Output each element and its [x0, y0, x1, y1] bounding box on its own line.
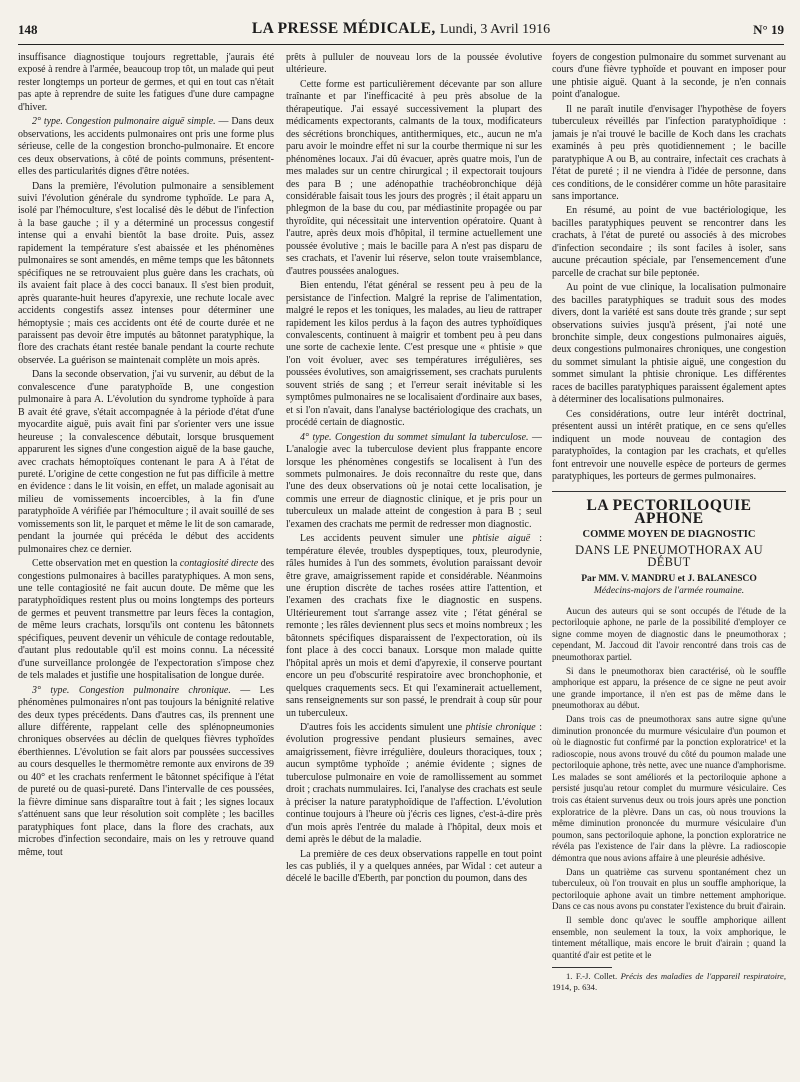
- paragraph: Il semble donc qu'avec le souffle amphorique aillent ensemble, non seulement la toux, la voix amphorique, le tintement métallique, mais encore le bruit d'airain ; quand la quantité d'air est petite et le: [552, 915, 786, 960]
- paragraph: prêts à pulluler de nouveau lors de la poussée évolutive ultérieure.: [286, 52, 542, 76]
- section-heading: 4° type. Congestion du sommet simulant la tuberculose.: [300, 431, 529, 443]
- paragraph: Les accidents peuvent simuler une phtisie aiguë : température élevée, troubles dyspeptiques, toux, pleurodynie, râles humides à l'un des sommets, évolution paraissant devoir être grave, amaigrissement rapide et considérable. Néanmoins une éruption discrète de taches rosées attire l'attention, et l'examen des crachats fixe le diagnostic en suspens. Ultérieurement tout s'arrange assez vite ; l'état général se remonte ; les râles deviennent plus secs et moins nombreux ; les bâtonnets spécifiques disparaissent de l'expectoration, où ils font place à des cocci banaux. Lorsque mon malade quitte l'hôpital après un mois et demi d'apyrexie, il conserve pourtant encore un peu d'obscurité respiratoire avec bronchophonie, et quelques craquements secs. Et qui l'examinerait actuellement, sans renseignements sur son passé, le prendrait à coup sûr pour un tuberculeux.: [286, 533, 542, 719]
- issue-number: N° 19: [753, 22, 784, 37]
- article-subtitle: COMME MOYEN DE DIAGNOSTIC: [582, 529, 756, 541]
- paragraph: D'autres fois les accidents simulent une phtisie chronique : évolution progressive pendant plusieurs semaines, avec amaigrissement, fièvre irrégulière, douleurs thoraciques, toux ; aucun symptôme typhoïde ; anémie évidente ; signes de tuberculose pulmonaire en voie de ramollissement au sommet droit ; crachats nummulaires. Ici, l'analyse des crachats est seule à préciser la nature paratyphoïdique de l'affection. L'évolution continue toujours à l'heure où j'écris ces lignes, c'est-à-dire près d'un mois après l'entrée du malade à l'hôpital, deux mois et demi après le début de la maladie.: [286, 722, 542, 846]
- section-heading: 2° type. Congestion pulmonaire aiguë simple.: [32, 116, 216, 128]
- paragraph: Dans la seconde observation, j'ai vu survenir, au début de la convalescence d'une paratyphoïde B, une congestion pulmonaire à para A. L'évolution du syndrome typhoïde à para B avait été grave, s'était accompagnée à la période d'état d'une myocardite aiguë, puis avait fini par s'orienter vers une issue heureuse ; la convalescence débutait, lorsque brusquement apparurent les signes d'une congestion aiguë de la base gauche, avec crachats hémoptoïques contenant le para A à l'état de pureté. L'origine de cette congestion ne fut pas difficile à mettre en évidence : dans le lit voisin, en effet, un malade agonisait au milieu de vomissements incoercibles, à la fin d'une paratyphoïde A vérifiée par l'hémoculture ; il avait souillé de ses vomissements son lit, le parquet et même le lit de son camarade, pendant la journée qui précéda le début des accidents pulmonaires chez ce dernier.: [18, 369, 274, 555]
- footnote-divider: [552, 967, 612, 968]
- paragraph: Il ne paraît inutile d'envisager l'hypothèse de foyers tuberculeux réveillés par l'infection paratyphoïdique : jamais je n'ai trouvé le bacille de Koch dans les crachats examinés à peu près quotidiennement ; le bacille paratyphique A ou B, au contraire, infectait ces crachats à l'état de pureté ; il ne viendra à l'idée de personne, dans ces conditions, de le considérer comme un hôte parasitaire sans importance.: [552, 103, 786, 202]
- paragraph: Au point de vue clinique, la localisation pulmonaire des bacilles paratyphiques se traduit sous des modes divers, dont la variété est sans doute très grande ; sur sept observations suivies jusqu'à présent, j'ai noté une bronchite simple, deux congestions pulmonaires aiguës, deux congestions pulmonaires chroniques, une congestion du sommet simulant la phtisie aiguë, une congestion du sommet simulant la phtisie chronique. Les différentes races de bacilles paratyphiques paraissent également aptes à déterminer des localisations pulmonaires.: [552, 282, 786, 406]
- paragraph: En résumé, au point de vue bactériologique, les bacilles paratyphiques peuvent se rencontrer dans les crachats, à l'état de pureté ou associés à des microbes d'infection secondaire ; ils sont faciles à isoler, sans aucune précaution spéciale, par l'ensemencement d'une parcelle de crachat sur bile peptonée.: [552, 205, 786, 279]
- issue-date: Lundi, 3 Avril 1916: [439, 22, 551, 37]
- paragraph: foyers de congestion pulmonaire du sommet survenant au cours d'une fièvre typhoïde et pouvant en imposer pour une phtisie aiguë. Quant à la seconde, je n'en connais point d'analogue.: [552, 52, 786, 101]
- paragraph: Dans la première, l'évolution pulmonaire a sensiblement suivi l'évolution générale du syndrome typhoïde. Le para A, isolé par l'hémoculture, s'est localisé dès le début de l'infection à la base gauche ; il y a déterminé un processus congestif intense qui a envahi bientôt la base droite. Puis, assez rapidement la température s'est abaissée et les phénomènes pulmonaires se sont amendés, en même temps que les bâtonnets spécifiques ne se retrouvaient plus guère dans les crachats, où ils avaient fait place à des cocci banaux. Il s'est bien produit, après quarante-huit heures d'apyrexie, une rechute locale avec accidents congestifs assez intenses pour déterminer une hémoptysie ; mais ces accidents ont été de courte durée et ne paraissent pas devoir être imputés au bâtonnet paratyphique, la flore des crachats étant restée banale pendant la courte rechute observée. La guérison se maintenait complète un mois après.: [18, 180, 274, 366]
- footnote: 1. F.-J. Collet. Précis des maladies de l'appareil respiratoire, 1914, p. 634.: [552, 971, 786, 993]
- article-subtitle-2: DANS LE PNEUMOTHORAX AU DÉBUT: [575, 542, 763, 570]
- paragraph: Dans trois cas de pneumothorax sans autre signe qu'une diminution prononcée du murmure vésiculaire d'un poumon et où le diagnostic fut confirmé par la ponction exploratrice¹ et la radioscopie, nous avons trouvé du côté du poumon malade une pectoriloquie aphone, très nette, avec une nuance d'amphorisme. Les malades se sont améliorés et la pectoriloquie aphone a persisté jusqu'au retour complet du murmure vésiculaire. Ces trois cas étaient survenus deux ou trois jours après une ponction exploratrice de la plèvre. Dans un cas, où nous trouvions la même diminution prononcée du murmure vésiculaire d'un poumon, sans pectoriloquie aphone, la ponction exploratrice ne révéla pas l'existence de l'air dans la plèvre. La radioscopie démontra que nous avions affaire à une pleurésie adhésive.: [552, 713, 786, 864]
- paragraph: La première de ces deux observations rappelle en tout point les cas publiés, il y a quelques années, par Widal : cet auteur a décelé le bacille d'Eberth, par ponction du poumon, dans des: [286, 848, 542, 885]
- paragraph: Si dans le pneumothorax bien caractérisé, où le souffle amphorique est apparu, la présence de ce signe ne peut avoir une grande importance, il n'en est pas de même dans le pneumothorax au début.: [552, 665, 786, 711]
- paragraph: insuffisance diagnostique toujours regrettable, j'aurais été exposé à rendre à l'armée, beaucoup trop tôt, un malade qui peut rester longtemps un porteur de germes, et qui en tout cas n'était pas apte à reprendre de suite les fatigues d'une dure campagne d'hiver.: [18, 52, 274, 113]
- column-3: [552, 52, 786, 1070]
- column-1: [18, 52, 274, 1070]
- column-2: [286, 52, 542, 1070]
- paragraph: Bien entendu, l'état général se ressent peu à peu de la persistance de l'infection. Malgré la reprise de l'alimentation, malgré le repos et les toniques, les malades, au lieu de rattraper rapidement les kilos perdus à la façon des autres typhoïdiques convalescents, continuent à maigrir et tombent peu à peu dans une sorte de cachexie lente. C'est presque une « phtisie » que l'on voit évoluer, avec ses températures irrégulières, ses poussées évolutives, son amaigrissement, ses crachats purulents souvent striés de sang ; et l'erreur serait inévitable si les symptômes pulmonaires ne se localisaient d'ordinaire aux bases, et si l'on n'avait, dans l'analyse bactériologique des crachats, un procédé certain de diagnostic.: [286, 280, 542, 429]
- paragraph: Ces considérations, outre leur intérêt doctrinal, présentent aussi un intérêt pratique, en ce sens qu'elles indiquent un mode nouveau de contagion des paratyphoïdes, la contagion par les crachats, et qu'elles font entrevoir une nouvelle espèce de porteurs de germes paratyphiques, les porteurs de germes pulmonaires.: [552, 408, 786, 482]
- paragraph: Cette forme est particulièrement décevante par son allure traînante et par l'inefficacité à peu près absolue de la thérapeutique. J'ai essayé successivement la plupart des médicaments expectorants, calmants de la toux, modificateurs des sécrétions bronchiques, antithermiques, etc., aucun ne m'a paru avoir le moindre effet ni sur la courbe thermique ni sur les phénomènes locaux. J'ai dû évacuer, après quatre mois, l'un de mes malades sur un centre chirurgical ; il expectorait toujours des para B ; une adénopathie trachéobronchique déjà considérable faisait tous les jours des progrès ; il était apparu un phlegmon de la base du cou, par médiastinite propagée ou par thyroïdite, qui nécessitait une intervention opératoire. Quant à l'autre, après deux mois d'hôpital, il termine actuellement une poussée évolutive ; mais le bacille para A n'est pas disparu de ses crachats, et l'avenir lui réserve, selon toute vraisemblance, d'autres poussées analogues.: [286, 78, 542, 277]
- page-number: 148: [18, 22, 38, 37]
- journal-title: [18, 20, 784, 38]
- paragraph: Aucun des auteurs qui se sont occupés de l'étude de la pectoriloquie aphone, ne parle de la possibilité d'employer ce signe comme moyen de diagnostic dans le pneumothorax ; cependant, M. Jaccoud dit l'avoir rencontré dans trois cas de pneumothorax partiel.: [552, 605, 786, 662]
- section-divider: [552, 491, 786, 492]
- paragraph: 3° type. Congestion pulmonaire chronique. — Les phénomènes pulmonaires n'ont pas toujours la bénignité relative des deux types précédents. Dans d'autres cas, ils prennent une allure différente, rappelant celle des splénopneumonies chroniques observées au déclin de quelques fièvres typhoïdes éberthiennes. L'évolution se fait alors par poussées successives au cours desquelles le thermomètre remonte aux environs de 39 ou 40° et les crachats renferment le bâtonnet spécifique à l'état de pureté ou de quasi-pureté. Dans l'intervalle de ces poussées, la fièvre diminue sans disparaître tout à fait ; les signes locaux s'atténuent sans que leur résolution soit complète ; les bacilles paratyphiques font place, dans la flore des crachats, aux microbes d'infection secondaire, mais on les y retrouve quand même, tout: [18, 684, 274, 858]
- paragraph: 4° type. Congestion du sommet simulant la tuberculose. — L'analogie avec la tuberculose devient plus frappante encore lorsque les phénomènes congestifs se localisent à l'un des sommets pulmonaires. Je dois reconnaître du reste que, dans l'une des deux observations où je notai cette localisation, je commis une erreur de diagnostic clinique, et je pris pour un tuberculeux un malade atteint de congestion à para B ; seul l'examen des crachats me permit de redresser mon diagnostic.: [286, 431, 542, 530]
- journal-name: LA PRESSE MÉDICALE,: [251, 20, 436, 37]
- paragraph: Dans un quatrième cas survenu spontanément chez un tuberculeux, où l'on trouvait en plus un souffle amphorique, la pectoriloquie aphone avait un timbre nettement amphorique. Dans ce cas nous avons pu constater l'existence du bruit d'airain.: [552, 866, 786, 912]
- page-header: [18, 20, 784, 45]
- section-heading: 3° type. Congestion pulmonaire chronique.: [32, 684, 231, 696]
- article-body: [552, 606, 786, 962]
- article-authors: Par MM. V. MANDRU et J. BALANESCO: [581, 572, 757, 584]
- article-affiliation: Médecins-majors de l'armée roumaine.: [593, 585, 745, 597]
- article-title: LA PECTORILOQUIE APHONE: [586, 497, 752, 527]
- paragraph: Cette observation met en question la contagiosité directe des congestions pulmonaires à bacilles paratyphiques. A mon sens, une telle contagiosité ne fait aucun doute. De même que les paratyphoïdiques restent plus ou moins longtemps des porteurs de germes et peuvent transmettre par leurs fèces la contagion, de même leurs crachats, lorsqu'ils ont contenu les bâtonnets spécifiques, peuvent devenir un véhicule de contage redoutable, d'autant plus redoutable qu'il est moins connu. La nécessité d'une surveillance prolongée de l'expectoration s'impose chez de tels malades et justifie une hospitalisation de longue durée.: [18, 558, 274, 682]
- paragraph: 2° type. Congestion pulmonaire aiguë simple. — Dans deux observations, les accidents pulmonaires ont pris une forme plus sérieuse, celle de la congestion broncho-pulmonaire. Et encore ces deux observations, à côté de points communs, présentent-elles des particularités dignes d'être notées.: [18, 116, 274, 178]
